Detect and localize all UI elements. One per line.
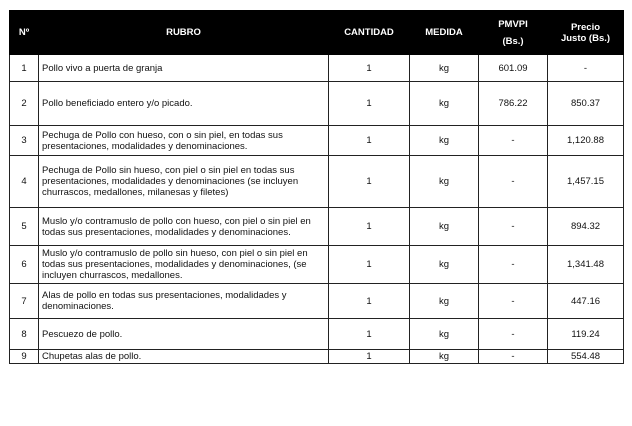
header-medida: MEDIDA — [410, 11, 479, 55]
row-pmvpi: - — [479, 126, 548, 156]
row-number: 6 — [10, 246, 39, 284]
row-pmvpi: - — [479, 156, 548, 208]
row-rubro: Pechuga de Pollo sin hueso, con piel o sin piel en todas sus presentaciones, modalidades y denominaciones (se incluyen churrascos, medallones, milanesas y filetes) — [39, 156, 329, 208]
row-medida: kg — [410, 126, 479, 156]
table-row — [10, 350, 624, 364]
header-number: Nº — [10, 11, 39, 55]
row-cantidad: 1 — [329, 55, 410, 82]
row-cantidad: 1 — [329, 126, 410, 156]
row-number: 2 — [10, 82, 39, 126]
row-number: 1 — [10, 55, 39, 82]
table-row — [10, 284, 624, 319]
row-rubro: Alas de pollo en todas sus presentaciones, modalidades y denominaciones. — [39, 284, 329, 319]
table-row — [10, 126, 624, 156]
row-rubro: Muslo y/o contramuslo de pollo sin hueso, con piel o sin piel en todas sus presentaciones, modalidades y denominaciones, (se incluyen churrascos, medallones. — [39, 246, 329, 284]
header-pmvpi-line1: PMVPI — [498, 18, 528, 30]
row-rubro: Pechuga de Pollo con hueso, con o sin piel, en todas sus presentaciones, modalidades y denominaciones. — [39, 126, 329, 156]
header-rubro: RUBRO — [39, 11, 329, 55]
row-pmvpi: - — [479, 350, 548, 364]
table-row — [10, 82, 624, 126]
row-rubro: Chupetas alas de pollo. — [39, 350, 329, 364]
row-precio: 554.48 — [548, 350, 624, 364]
row-medida: kg — [410, 350, 479, 364]
row-pmvpi: - — [479, 208, 548, 246]
table-row — [10, 55, 624, 82]
row-cantidad: 1 — [329, 156, 410, 208]
row-pmvpi: 786.22 — [479, 82, 548, 126]
row-number: 9 — [10, 350, 39, 364]
row-rubro: Pollo vivo a puerta de granja — [39, 55, 329, 82]
table-row — [10, 208, 624, 246]
row-number: 3 — [10, 126, 39, 156]
header-precio-line2: Justo (Bs.) — [560, 32, 611, 44]
row-rubro: Pollo beneficiado entero y/o picado. — [39, 82, 329, 126]
price-table — [9, 10, 624, 364]
row-number: 7 — [10, 284, 39, 319]
row-cantidad: 1 — [329, 319, 410, 350]
row-pmvpi: - — [479, 246, 548, 284]
header-row — [10, 11, 624, 55]
row-precio: 894.32 — [548, 208, 624, 246]
row-precio: 447.16 — [548, 284, 624, 319]
table-row — [10, 319, 624, 350]
row-number: 4 — [10, 156, 39, 208]
row-medida: kg — [410, 156, 479, 208]
row-rubro: Pescuezo de pollo. — [39, 319, 329, 350]
row-precio: 1,457.15 — [548, 156, 624, 208]
row-precio: - — [548, 55, 624, 82]
header-cantidad: CANTIDAD — [329, 11, 410, 55]
header-precio-line1: Precio — [570, 21, 601, 33]
row-pmvpi: 601.09 — [479, 55, 548, 82]
row-precio: 850.37 — [548, 82, 624, 126]
row-cantidad: 1 — [329, 82, 410, 126]
row-medida: kg — [410, 208, 479, 246]
row-precio: 1,120.88 — [548, 126, 624, 156]
row-cantidad: 1 — [329, 350, 410, 364]
row-medida: kg — [410, 82, 479, 126]
row-medida: kg — [410, 246, 479, 284]
row-rubro: Muslo y/o contramuslo de pollo con hueso, con piel o sin piel en todas sus presentaciones, modalidades y denominaciones. — [39, 208, 329, 246]
row-medida: kg — [410, 55, 479, 82]
row-precio: 119.24 — [548, 319, 624, 350]
row-number: 8 — [10, 319, 39, 350]
header-pmvpi-line2: (Bs.) — [502, 35, 524, 47]
row-cantidad: 1 — [329, 208, 410, 246]
row-cantidad: 1 — [329, 246, 410, 284]
row-number: 5 — [10, 208, 39, 246]
row-medida: kg — [410, 319, 479, 350]
header-precio — [548, 11, 624, 55]
row-precio: 1,341.48 — [548, 246, 624, 284]
row-medida: kg — [410, 284, 479, 319]
row-cantidad: 1 — [329, 284, 410, 319]
table-row — [10, 156, 624, 208]
row-pmvpi: - — [479, 284, 548, 319]
table-row — [10, 246, 624, 284]
row-pmvpi: - — [479, 319, 548, 350]
header-pmvpi — [479, 11, 548, 55]
